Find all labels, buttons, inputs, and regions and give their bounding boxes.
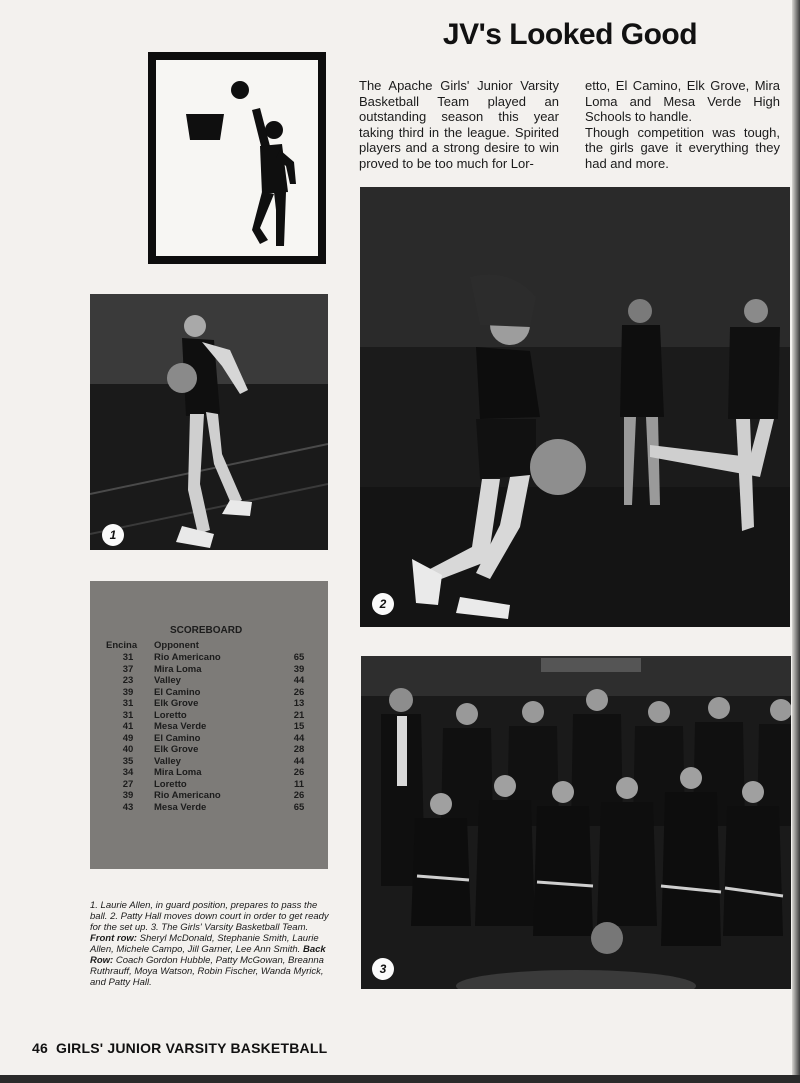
caption-front-names: Sheryl McDonald, Stephanie Smith, Laurie Allen, Michele Campo, Jill Garner, Lee Ann Smith. [90,933,319,955]
scoreboard-opponent-score: 15 [293,721,305,732]
scoreboard-row [90,698,328,710]
scoreboard-encina-score: 41 [122,721,134,732]
scoreboard-opponent-score: 26 [293,686,305,698]
scoreboard-opponent-score: 11 [293,778,305,790]
photo-caption [90,900,330,988]
scoreboard-row [90,767,328,779]
scoreboard-opponent-score: 21 [293,709,305,721]
intro-paragraph-1: etto, El Camino, Elk Grove, Mira Loma and Mesa Verde High Schools to handle. [585,78,780,124]
scoreboard-opponent-score: 28 [293,744,305,755]
scoreboard-encina-score: 35 [122,755,134,767]
scoreboard-row [90,779,328,791]
scoreboard-encina-score: 40 [122,744,134,755]
scoreboard-encina-score: 37 [122,663,134,675]
scoreboard-row [90,756,328,768]
scoreboard-encina-score: 49 [122,732,134,744]
scoreboard-opponent-name: Loretto [154,778,187,790]
scoreboard-opponent-name: Mesa Verde [154,801,207,813]
photo-number-badge: 2 [372,593,394,615]
scoreboard-row [90,652,328,664]
scoreboard-opponent-score: 65 [293,801,305,813]
basketball-player-icon [148,52,326,264]
scoreboard-row [90,710,328,722]
scoreboard-encina-score: 31 [122,709,134,721]
scoreboard-row [90,802,328,814]
scoreboard-opponent-name: Loretto [154,709,187,721]
scoreboard-encina-score: 34 [122,767,134,778]
photo-patty-hall [360,187,790,627]
photo-laurie-allen [90,294,328,550]
scoreboard-opponent-score: 65 [293,652,305,663]
scoreboard-opponent-name: Mira Loma [154,663,202,675]
scoreboard-title: SCOREBOARD [170,625,243,636]
scoreboard-encina-score: 39 [122,686,134,698]
scoreboard-opponent-score: 39 [293,663,305,675]
scoreboard-row [90,675,328,687]
scoreboard-row [90,744,328,756]
scoreboard-opponent-name: El Camino [154,686,201,698]
scoreboard-opponent-name: Elk Grove [154,744,199,755]
section-title: GIRLS' JUNIOR VARSITY BASKETBALL [55,1040,328,1056]
scoreboard-opponent-name: Valley [154,675,181,686]
page-edge [792,0,800,1083]
page-bottom-edge [0,1075,800,1083]
scoreboard-row [90,664,328,676]
intro-paragraph-2: Though competition was tough, the girls gave it everything they had and more. [585,124,780,171]
scoreboard-opponent-name: Elk Grove [154,698,199,709]
scoreboard-opponent-name: Valley [154,755,181,767]
scoreboard-encina-score: 23 [122,675,134,686]
page-number: 46 [32,1040,48,1056]
photo-number-badge: 3 [372,958,394,980]
scoreboard-opponent-score: 13 [293,698,305,709]
scoreboard-row [90,687,328,699]
scoreboard-panel [90,581,328,869]
scoreboard-encina-score: 31 [122,698,134,709]
intro-column-1: The Apache Girls' Junior Varsity Basketball Team played an outstanding season this year taking third in the league. Spirited players and a strong desire to win proved to be too much for Lor- [359,78,559,171]
scoreboard-encina-score: 43 [122,801,134,813]
scoreboard-opponent-name: Rio Americano [154,652,221,663]
scoreboard-opponent-score: 26 [293,790,305,801]
scoreboard-row [90,790,328,802]
scoreboard-opponent-score: 26 [293,767,305,778]
page-footer [32,1040,327,1056]
scoreboard-opponent-score: 44 [293,755,305,767]
scoreboard-encina-score: 27 [122,778,134,790]
scoreboard-opponent-name: Rio Americano [154,790,221,801]
scoreboard-opponent-score: 44 [293,675,305,686]
scoreboard-header-encina: Encina [106,640,138,651]
scoreboard-row [90,721,328,733]
scoreboard-opponent-name: Mesa Verde [154,721,207,732]
scoreboard-row [90,733,328,745]
intro-column-2 [585,78,780,171]
photo-team [361,656,791,989]
scoreboard-opponent-score: 44 [293,732,305,744]
scoreboard-encina-score: 31 [122,652,134,663]
caption-back-label: Back Row: [90,944,326,966]
photo-number-badge: 1 [102,524,124,546]
page-title: JV's Looked Good [442,18,698,51]
caption-back-names: Coach Gordon Hubble, Patty McGowan, Breanna Ruthrauff, Moya Watson, Robin Fischer, Wanda Myrick, and Patty Hall. [90,955,324,988]
caption-front-label: Front row: [90,933,137,944]
scoreboard-opponent-name: Mira Loma [154,767,202,778]
scoreboard-header-opponent: Opponent [154,640,199,651]
caption-text: 1. Laurie Allen, in guard position, prepares to pass the ball. 2. Patty Hall moves down court in order to get ready for the set up. 3. The Girls' Varsity Basketball Team. [90,900,329,933]
scoreboard-opponent-name: El Camino [154,732,201,744]
scoreboard-encina-score: 39 [122,790,134,801]
